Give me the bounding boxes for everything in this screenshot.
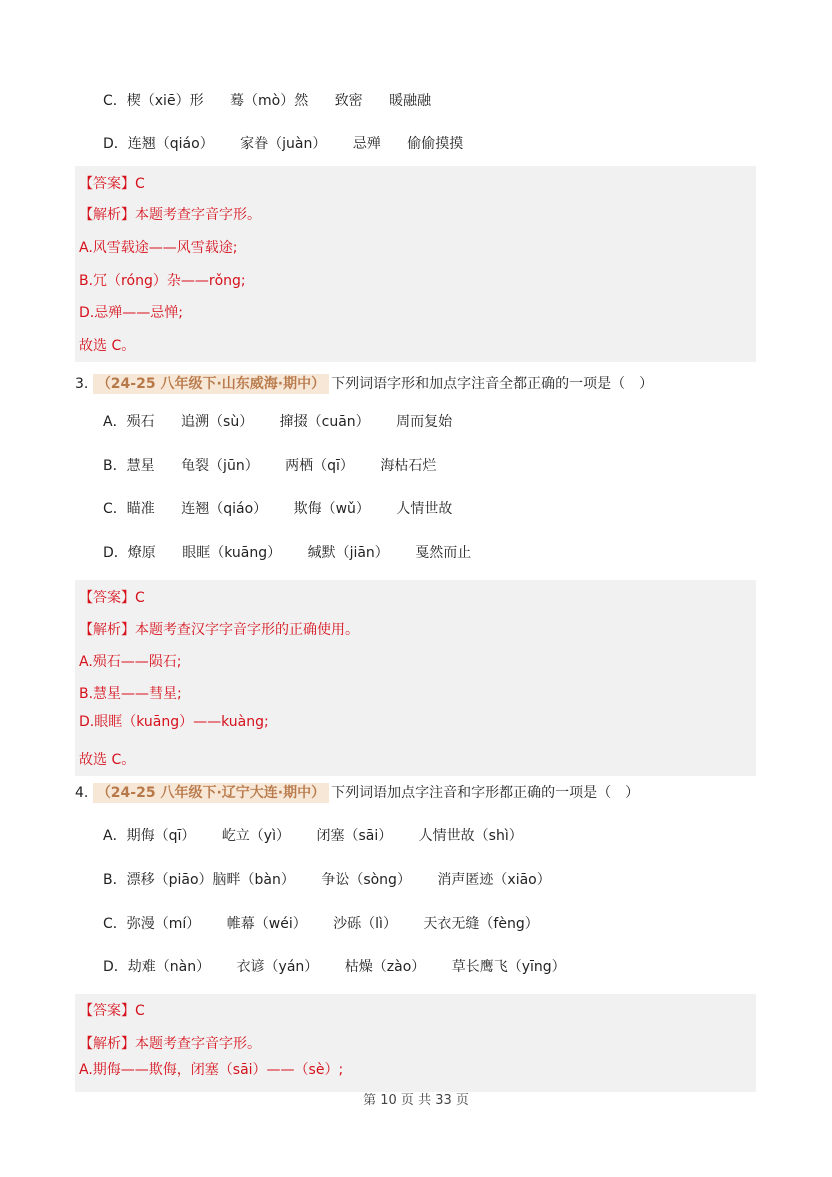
answer-label: 【答案】C	[79, 176, 145, 192]
answer-label: 【答案】C	[79, 590, 145, 606]
analysis-line: B.慧星——彗星;	[79, 686, 182, 702]
page-number: 第 10 页 共 33 页	[363, 1093, 469, 1108]
q3-option-b: B．慧星 龟裂（jūn） 两栖（qī） 海枯石烂	[103, 458, 437, 474]
analysis-label: 【解析】本题考查汉字字音字形的正确使用。	[79, 622, 359, 638]
q3-answer-box	[75, 580, 756, 776]
analysis-label: 【解析】本题考查字音字形。	[79, 1036, 261, 1052]
q4-answer-box	[75, 994, 756, 1092]
q4-option-b: B．漂移（piāo）脑畔（bàn） 争讼（sòng） 消声匿迹（xiāo）	[103, 872, 551, 888]
question-3-stem: 3. （24-25 八年级下·山东威海·期中） 下列词语字形和加点字注音全都正确的一项是（ ）	[75, 376, 654, 392]
analysis-line: A.期侮——欺侮，闭塞（sāi）——（sè）;	[79, 1062, 344, 1078]
q4-option-d: D．劫难（nàn） 衣谚（yán） 枯燥（zào） 草长鹰飞（yīng）	[103, 959, 566, 975]
q3-option-c: C．瞄准 连翘（qiáo） 欺侮（wǔ） 人情世故	[103, 501, 453, 517]
q3-option-a: A．殒石 追溯（sù） 撺掇（cuān） 周而复始	[103, 414, 453, 430]
analysis-line: D.眼眶（kuāng）——kuàng;	[79, 714, 269, 730]
q2-option-d: D．连翘（qiáo） 家眷（juàn） 忌殚 偷偷摸摸	[103, 136, 464, 152]
question-source-tag: （24-25 八年级下·山东威海·期中）	[93, 374, 329, 394]
question-source-tag: （24-25 八年级下·辽宁大连·期中）	[93, 783, 329, 803]
q2-answer-box	[75, 166, 756, 362]
analysis-line: A.风雪载途——风雪载途;	[79, 240, 238, 256]
analysis-line: D.忌殚——忌惮;	[79, 305, 183, 321]
analysis-line: 故选 C。	[79, 338, 136, 354]
analysis-label: 【解析】本题考查字音字形。	[79, 207, 261, 223]
question-4-stem: 4. （24-25 八年级下·辽宁大连·期中） 下列词语加点字注音和字形都正确的一项是（ ）	[75, 785, 640, 801]
q3-option-d: D．燎原 眼眶（kuāng） 缄默（jiān） 戛然而止	[103, 545, 472, 561]
q4-option-a: A．期侮（qī） 屹立（yì） 闭塞（sāi） 人情世故（shì）	[103, 828, 523, 844]
analysis-line: B.冗（róng）杂——rǒng;	[79, 273, 246, 289]
analysis-line: A.殒石——陨石;	[79, 654, 182, 670]
analysis-line: 故选 C。	[79, 752, 136, 768]
answer-label: 【答案】C	[79, 1003, 145, 1019]
q2-option-c: C．楔（xiē）形 蓦（mò）然 致密 暖融融	[103, 93, 432, 109]
q4-option-c: C．弥漫（mí） 帷幕（wéi） 沙砾（lì） 天衣无缝（fèng）	[103, 916, 539, 932]
